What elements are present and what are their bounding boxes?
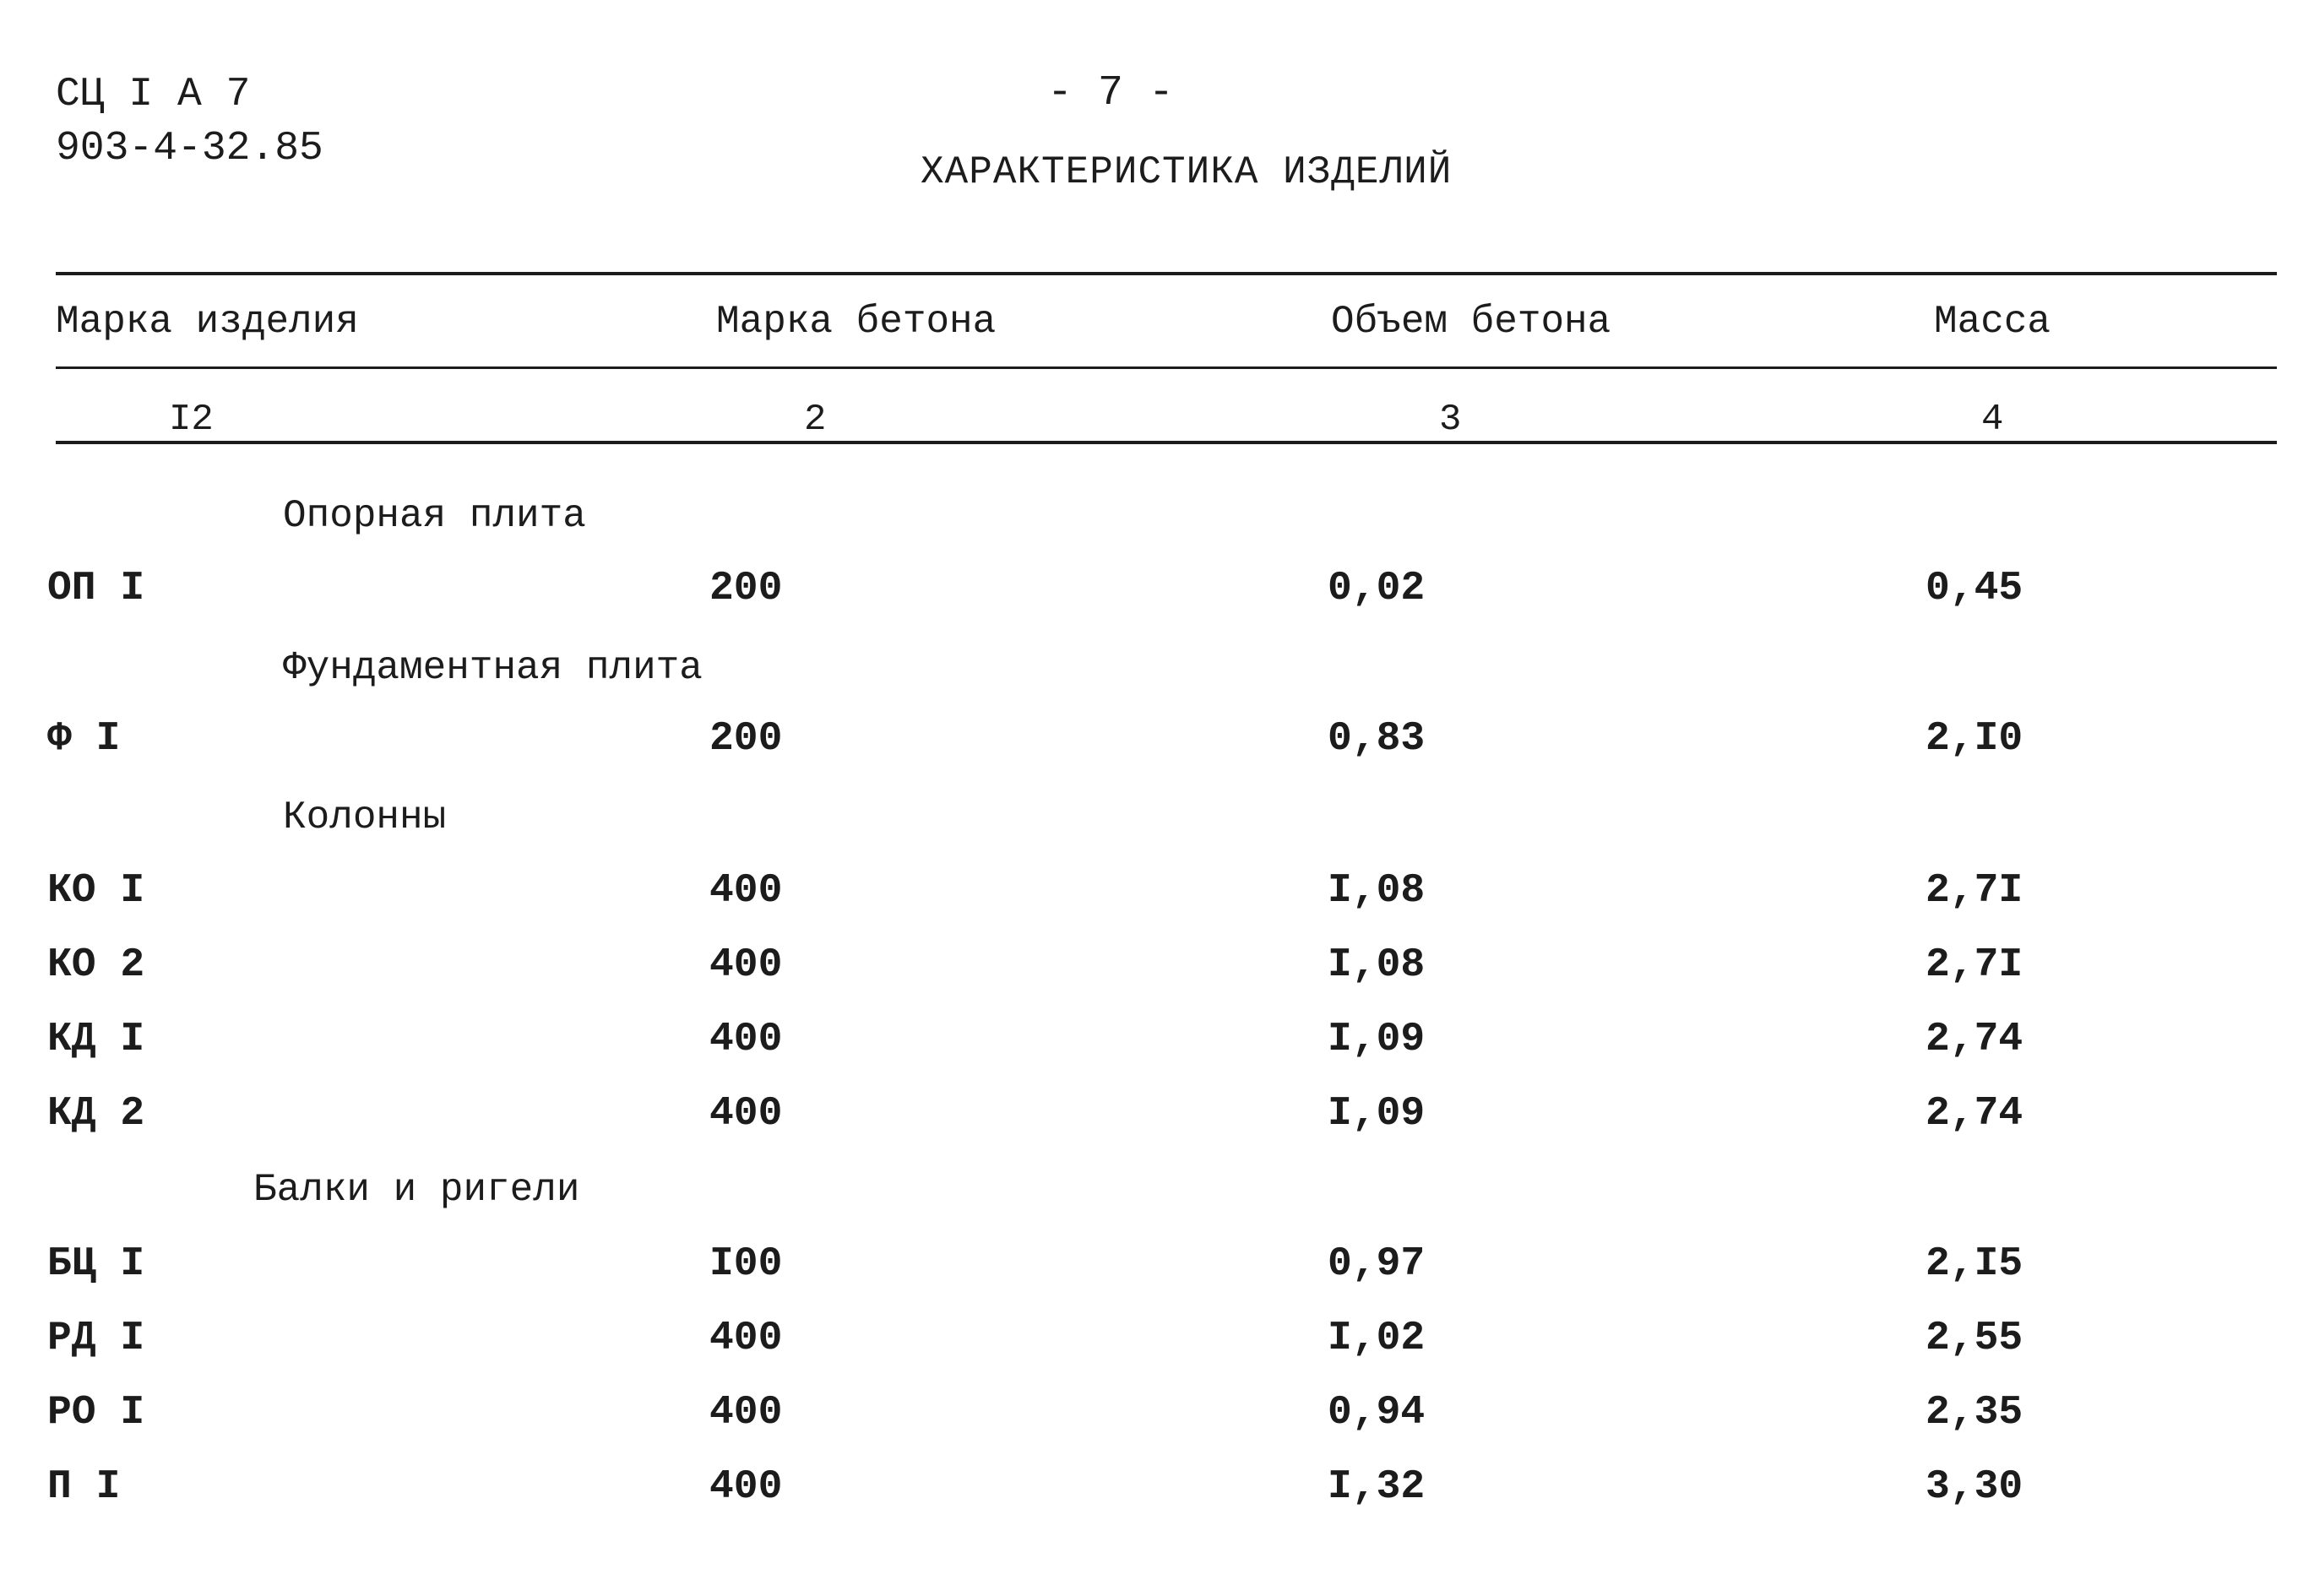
document-code-number: 903-4-32.85 (56, 126, 323, 171)
cell-product-mark: РД I (47, 1316, 145, 1361)
column-header-concrete-grade: Марка бетона (716, 300, 997, 344)
cell-product-mark: Ф I (47, 716, 121, 762)
section-title: Опорная плита (283, 494, 586, 538)
column-header-product-mark: Марка изделия (56, 300, 359, 344)
cell-product-mark: БЦ I (47, 1241, 145, 1287)
cell-concrete-volume: I,08 (1328, 942, 1426, 988)
cell-mass: 2,7I (1926, 942, 2023, 988)
column-number-4: 4 (1981, 399, 2004, 441)
cell-concrete-volume: 0,94 (1328, 1390, 1426, 1436)
cell-mass: 2,35 (1926, 1390, 2023, 1436)
cell-mass: 2,74 (1926, 1091, 2023, 1137)
column-header-mass: Масса (1934, 300, 2051, 344)
cell-concrete-grade: 400 (709, 1390, 783, 1436)
cell-product-mark: РО I (47, 1390, 145, 1436)
cell-mass: 0,45 (1926, 566, 2023, 611)
table-row (0, 1017, 2314, 1076)
column-number-1: I2 (169, 399, 214, 441)
cell-concrete-volume: I,08 (1328, 868, 1426, 914)
cell-mass: 2,55 (1926, 1316, 2023, 1361)
cell-mass: 2,I5 (1926, 1241, 2023, 1287)
table-top-rule (56, 272, 2277, 275)
table-row (0, 1390, 2314, 1449)
cell-product-mark: ОП I (47, 566, 145, 611)
table-row (0, 1091, 2314, 1150)
header-divider-rule (56, 366, 2277, 369)
cell-concrete-volume: I,09 (1328, 1091, 1426, 1137)
cell-concrete-grade: 400 (709, 1464, 783, 1510)
cell-concrete-volume: 0,97 (1328, 1241, 1426, 1287)
table-row (0, 868, 2314, 927)
cell-product-mark: П I (47, 1464, 121, 1510)
cell-concrete-volume: I,02 (1328, 1316, 1426, 1361)
column-numbers-rule (56, 441, 2277, 444)
table-row (0, 1316, 2314, 1375)
section-title: Колонны (283, 795, 447, 839)
table-row (0, 566, 2314, 625)
cell-mass: 2,I0 (1926, 716, 2023, 762)
table-row (0, 942, 2314, 1002)
cell-product-mark: КО 2 (47, 942, 145, 988)
column-number-3: 3 (1439, 399, 1462, 441)
cell-mass: 2,74 (1926, 1017, 2023, 1062)
cell-product-mark: КД 2 (47, 1091, 145, 1137)
cell-product-mark: КД I (47, 1017, 145, 1062)
cell-concrete-grade: 200 (709, 566, 783, 611)
page-title: ХАРАКТЕРИСТИКА ИЗДЕЛИЙ (921, 150, 1453, 194)
cell-concrete-grade: 400 (709, 1091, 783, 1137)
cell-mass: 2,7I (1926, 868, 2023, 914)
table-row (0, 1241, 2314, 1300)
cell-concrete-grade: I00 (709, 1241, 783, 1287)
column-header-concrete-volume: Объем бетона (1331, 300, 1611, 344)
document-code (56, 68, 323, 176)
cell-concrete-volume: 0,02 (1328, 566, 1426, 611)
page-number: - 7 - (1047, 69, 1175, 117)
cell-concrete-grade: 400 (709, 1316, 783, 1361)
section-title: Фундаментная плита (283, 646, 703, 690)
section-title: Балки и ригели (253, 1168, 580, 1212)
cell-product-mark: КО I (47, 868, 145, 914)
table-row (0, 1464, 2314, 1523)
cell-mass: 3,30 (1926, 1464, 2023, 1510)
cell-concrete-grade: 400 (709, 942, 783, 988)
cell-concrete-volume: I,09 (1328, 1017, 1426, 1062)
column-number-2: 2 (804, 399, 827, 441)
cell-concrete-volume: 0,83 (1328, 716, 1426, 762)
document-code-series: СЦ I А 7 (56, 72, 251, 117)
cell-concrete-grade: 400 (709, 868, 783, 914)
cell-concrete-volume: I,32 (1328, 1464, 1426, 1510)
cell-concrete-grade: 200 (709, 716, 783, 762)
table-row (0, 716, 2314, 775)
cell-concrete-grade: 400 (709, 1017, 783, 1062)
